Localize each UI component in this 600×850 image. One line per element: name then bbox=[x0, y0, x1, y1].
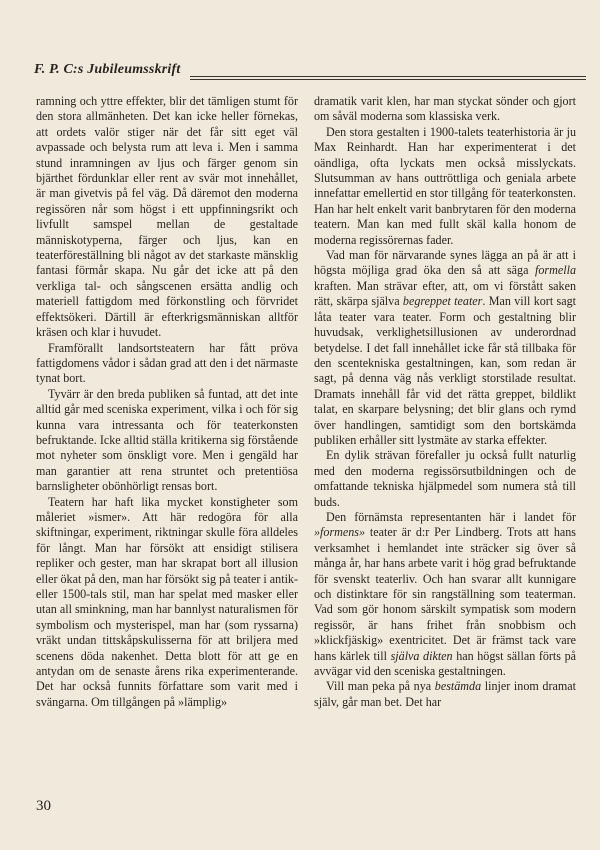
paragraph: dramatik varit klen, har man styckat sönder och gjort om såväl moderna som klassiska verk. bbox=[314, 94, 576, 124]
paragraph: ramning och yttre effekter, blir det tämligen stumt för den stora allmänheten. Det kan icke heller förnekas, att ordets valör stiger när det får sitt eget väl avpassade och belysta rum att leva i. Men i samma stund inramningen av ljus och färger genom sin bjärthet fördunklar eller rent av svär mot innehållet, är man givetvis på fel väg. Då däremot den moderna regissören når som högst i ett uppfinningsrikt och livfullt samspel mellan de gestaltade människotyperna, färger och ljus, kan en teaterföreställning bli något av det starkaste mänsklig fantasi förmår skapa. Nu går det icke att på den verkliga tal- och sångscenen ersätta andlig och materiell fattigdom med förkonstling och förvridet effektsökeri. Därtill är efterkrigsmänniskan alltför kräsen och klar i huvudet. bbox=[36, 94, 298, 340]
header-rule bbox=[190, 76, 586, 77]
page-number: 30 bbox=[36, 798, 51, 814]
emphasis: »formens» bbox=[314, 525, 366, 540]
paragraph: Framförallt landsortsteatern har fått pröva fattigdomens vådor i sådan grad att den i det närmaste tynat bort. bbox=[36, 340, 298, 386]
text-run: teater är d:r Per Lindberg. Trots att hans verksamhet i hemlandet inte sträcker sig över så många år, har hans arbete varit i hög grad befruktande för svenskt teaterliv. Och han svarar allt kunnigare och distinktare för sin rangställning som teaterman. Vad som gör honom särskilt sympatisk som modern regissör, är hans frihet från snobbism och »klickfjäskig» exentricitet. Det är främst tack vare hans kärlek till bbox=[314, 525, 576, 663]
paragraph: En dylik strävan förefaller ju också fullt naturlig med den moderna regissörsutbildningen och de omfattande tekniska hjälpmedel som numera stå till buds. bbox=[314, 448, 576, 509]
text-run: . Man vill kort sagt låta teater vara teater. Form och gestaltning blir huvudsak, verklighetsillusionen av underordnad betydelse. I det fall innehållet icke får stå tillbaka för den scentekniska gestaltningen, kan, som redan är sagt, på denna väg nås verkligt storstilade resultat. Dramats innehåll får vid det rätta greppet, bildlikt talat, en skarpare belysning; det blir glans och rymd över handlingen, samtidigt som den bortskämda publiken erhåller sitt lystmäte av starka effekter. bbox=[314, 294, 576, 447]
running-header bbox=[34, 62, 586, 82]
paragraph: Tyvärr är den breda publiken så funtad, att det inte alltid går med sceniska experiment, vilka i och för sig kunna vara intressanta och för teaterkonsten befruktande. Icke alltid ställa kritikerna sig förstående mot nyheter som önskligt vore. Men i gengäld har man garantier att rena struntet och pretentiösa barnsligheter obönhörligt rensas bort. bbox=[36, 386, 298, 494]
text-run: Vill man peka på nya bbox=[326, 679, 435, 694]
text-run: kraften. Man strävar efter, att, om vi förstått saken rätt, skärpa själva bbox=[314, 278, 576, 309]
paragraph: Den stora gestalten i 1900-talets teaterhistoria är ju Max Reinhardt. Han har experimenterat i det oändliga, ofta lyckats men också misslyckats. Slutsumman av hans outtröttliga och geniala arbete innefattar emellertid en stor tillgång för teaterkonsten. Han har helt enkelt varit banbrytaren för den moderna teatern. Man kan med fullt skäl kalla honom de moderna regissörernas fader. bbox=[314, 124, 576, 247]
emphasis: själva dikten bbox=[390, 648, 453, 663]
running-header-title: F. P. C:s Jubileumsskrift bbox=[34, 62, 181, 77]
left-column bbox=[36, 94, 298, 710]
right-column bbox=[314, 94, 576, 710]
emphasis: begreppet teater bbox=[402, 294, 483, 309]
paragraph bbox=[314, 679, 576, 710]
emphasis: formella bbox=[535, 263, 576, 278]
text-run: linjer inom dramat själv, går man bet. Det har bbox=[314, 679, 576, 709]
paragraph bbox=[314, 248, 576, 448]
header-rule-thin bbox=[190, 79, 586, 80]
paragraph bbox=[314, 510, 576, 679]
text-run: han högst sällan förts på avvägar vid den sceniska gestaltningen. bbox=[314, 648, 576, 679]
text-run: Den förnämsta representanten här i landet för bbox=[326, 509, 576, 524]
text-run: Vad man för närvarande synes lägga an på är att i högsta möjliga grad öka den så att säga bbox=[314, 248, 576, 278]
paragraph: Teatern har haft lika mycket konstigheter som måleriet »ismer». Att här redogöra för alla skiftningar, experiment, riktningar skulle föra alldeles för långt. Man har försökt att ensidigt stilisera repliker och gester, man har skrapat bort all illusion eller ökat på den, man har försökt sig på teater i antik- eller 1500-tals stil, man har spelat med masker eller utan all sminkning, man har bannlyst naturalismen för symbolism och mysterispel, man har (som ryssarna) vräkt undan tittskåpskulisserna för att briljera med scenens döda nakenhet. Detta blott för att ge en antydan om de senaste årens rika experimenterande. Det har också funnits författare som varit med i svängarna. Om tillgången på »lämplig» bbox=[36, 494, 298, 709]
emphasis: bestämda bbox=[434, 679, 482, 694]
